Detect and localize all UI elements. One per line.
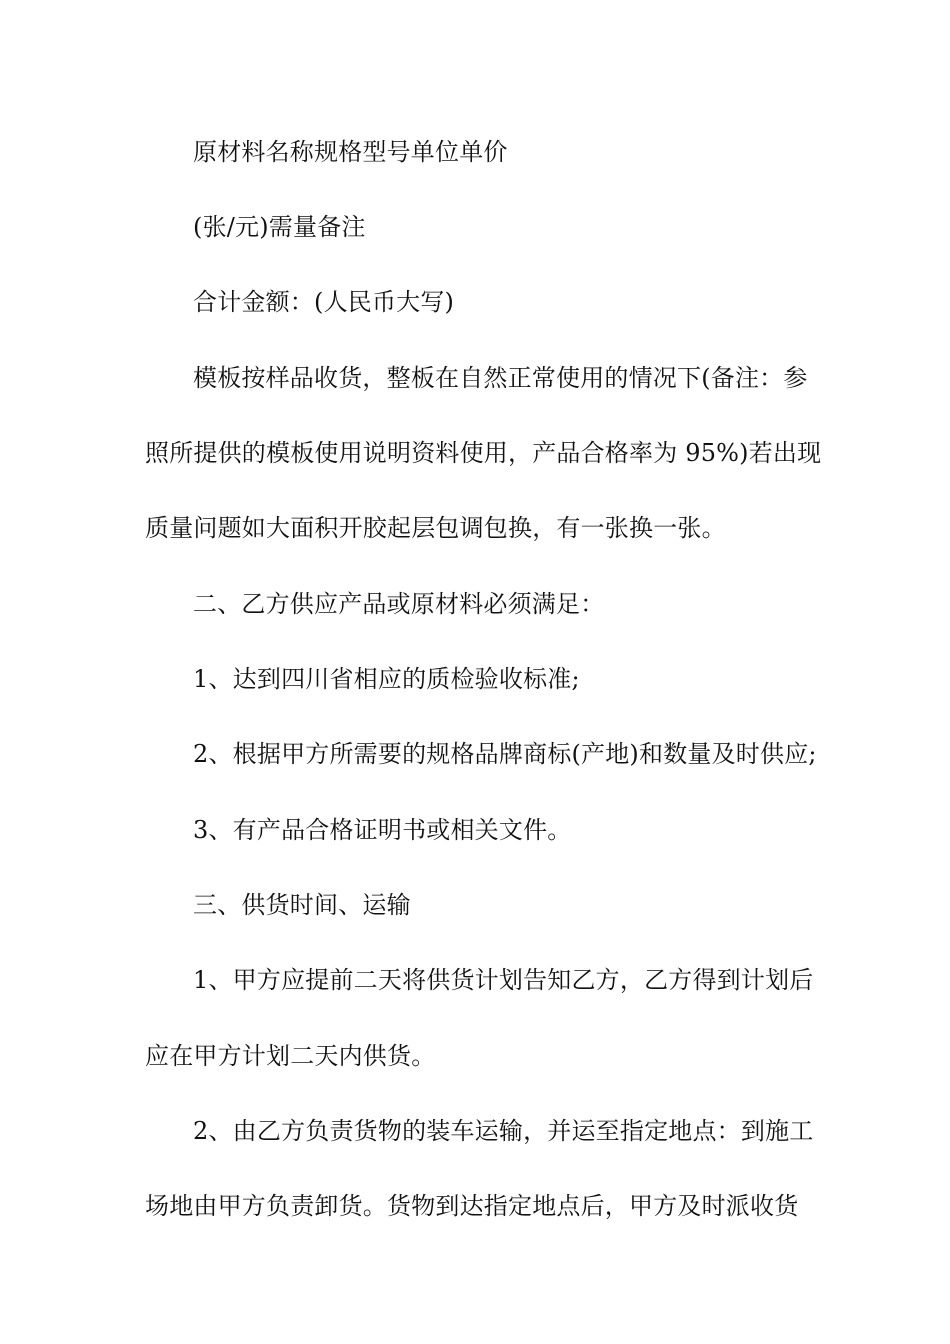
text-line-total-amount: 合计金额：(人民币大写) [193,288,455,316]
section-heading-2: 二、乙方供应产品或原材料必须满足： [193,590,605,618]
list-item: 2、由乙方负责货物的装车运输，并运至指定地点：到施工 [193,1117,814,1145]
list-item: 3、有产品合格证明书或相关文件。 [193,816,572,844]
list-item: 1、甲方应提前二天将供货计划告知乙方，乙方得到计划后 [193,966,814,994]
section-heading-3: 三、供货时间、运输 [193,891,411,919]
list-item: 1、达到四川省相应的质检验收标准; [193,665,580,693]
text-line-paragraph: 模板按样品收货，整板在自然正常使用的情况下(备注：参 [193,364,808,392]
list-item: 2、根据甲方所需要的规格品牌商标(产地)和数量及时供应; [193,740,817,768]
text-line-material-header: 原材料名称规格型号单位单价 [193,138,508,166]
text-line-unit-header: (张/元)需量备注 [193,213,366,241]
text-line-paragraph: 照所提供的模板使用说明资料使用，产品合格率为 95%)若出现 [145,439,822,467]
text-line-paragraph: 质量问题如大面积开胶起层包调包换，有一张换一张。 [145,514,726,542]
text-line-paragraph: 场地由甲方负责卸货。货物到达指定地点后，甲方及时派收货 [145,1192,799,1220]
text-line-paragraph: 应在甲方计划二天内供货。 [145,1042,436,1070]
